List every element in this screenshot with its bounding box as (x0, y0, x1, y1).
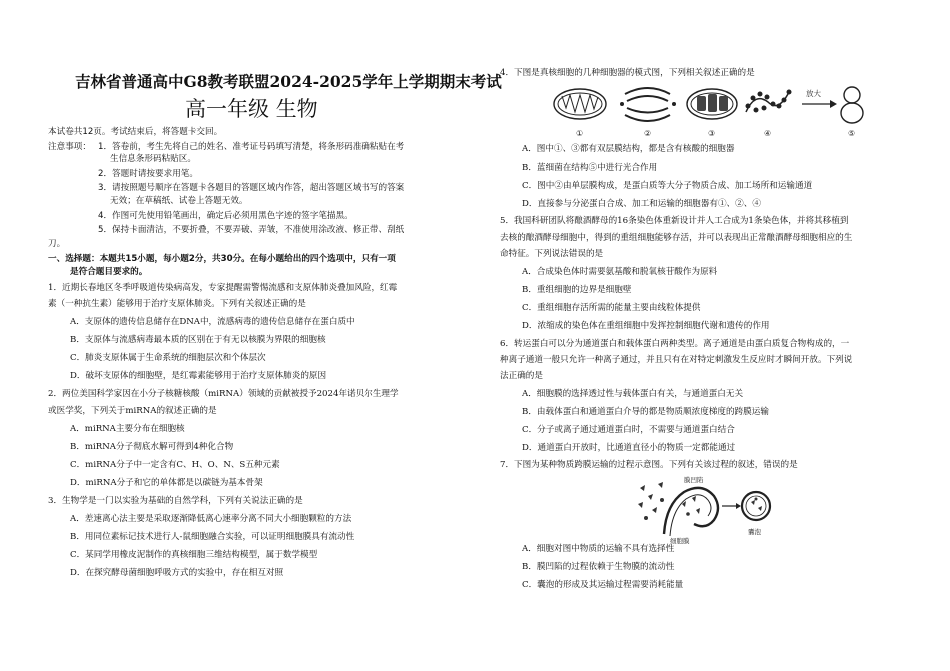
note-item: 刀。 (48, 239, 66, 249)
q4-option-b: B．蓝细菌在结构⑤中进行光合作用 (522, 163, 658, 173)
zoom-label: 放大 (806, 89, 821, 98)
q6-option-a: A．细胞膜的选择透过性与载体蛋白有关，与通道蛋白无关 (522, 389, 744, 399)
mitochondrion-icon (554, 89, 606, 119)
endocytosis-figure (634, 474, 774, 544)
q2-option-c: C．miRNA分子中一定含有C、H、O、N、S五种元素 (70, 460, 280, 470)
q5-stem-cont: 命特征。下列说法错误的是 (500, 249, 604, 259)
note-item: 2．答题时请按要求用笔。 (98, 169, 198, 179)
arrow-right-icon (722, 503, 741, 509)
q5-option-c: C．重组细胞存活所需的能量主要由线粒体提供 (522, 303, 701, 313)
q1-option-d: D．破坏支原体的细胞壁，是红霉素能够用于治疗支原体肺炎的原因 (70, 371, 327, 381)
note-item: 4．作图可先使用铅笔画出，确定后必须用黑色字迹的签字笔描黑。 (98, 211, 353, 221)
membrane-invagination-icon (664, 488, 718, 536)
q4-option-c: C．图中②由单层膜构成，是蛋白质等大分子物质合成、加工场所和运输通道 (522, 181, 813, 191)
q7-option-a: A．细胞对图中物质的运输不具有选择性 (522, 544, 675, 554)
q1-option-c: C．肺炎支原体属于生命系统的细胞层次和个体层次 (70, 353, 266, 363)
q2-stem-cont: 或医学奖，下列关于miRNA的叙述正确的是 (48, 406, 217, 416)
ribosome-icon (841, 87, 863, 123)
q3-option-a: A．差速离心法主要是采取逐渐降低离心速率分离不同大小细胞颗粒的方法 (70, 514, 352, 524)
label-1: ① (576, 129, 584, 138)
q1-option-b: B．支原体与流感病毒最本质的区别在于有无以核膜为界限的细胞核 (70, 335, 326, 345)
q3-option-d: D．在探究酵母菌细胞呼吸方式的实验中，存在相互对照 (70, 568, 284, 578)
q2-option-a: A．miRNA主要分布在细胞核 (70, 424, 185, 434)
particles-icon (638, 482, 664, 520)
chloroplast-icon (687, 89, 737, 119)
section-heading: 一、选择题：本题共15小题，每小题2分，共30分。在每小题给出的四个选项中，只有一项 (48, 254, 396, 264)
q5-stem-cont: 去核的酿酒酵母细胞中，得到的重组细胞能够存活，并可以表现出正常酿酒酵母细胞相应的生 (500, 233, 853, 243)
q6-stem-cont: 种离子通道一般只允许一种离子通过，并且只有在对特定刺激发生反应时才瞬间开放。下列说 (500, 355, 853, 365)
q3-option-c: C．某同学用橡皮泥制作的真核细胞三维结构模型，属于数学模型 (70, 550, 318, 560)
exam-title: 吉林省普通高中G8教考联盟2024-2025学年上学期期末考试 (75, 72, 502, 91)
q1-option-a: A．支原体的遗传信息储存在DNA中，流感病毒的遗传信息储存在蛋白质中 (70, 317, 355, 327)
q6-stem-cont: 法正确的是 (500, 371, 543, 381)
q4-option-a: A．图中①、③都有双层膜结构，都是含有核酸的细胞器 (522, 144, 735, 154)
q3-stem: 3．生物学是一门以实验为基础的自然学科，下列有关说法正确的是 (48, 496, 303, 506)
rough-er-icon (746, 90, 792, 113)
endoplasmic-reticulum-icon (620, 88, 676, 121)
exam-subtitle: 高一年级 生物 (185, 97, 318, 121)
note-item: 3．请按照题号顺序在答题卡各题目的答题区域内作答，超出答题区域书写的答案 (98, 183, 405, 193)
q2-option-d: D．miRNA分子和它的单体都是以碳链为基本骨架 (70, 478, 263, 488)
q7-option-b: B．膜凹陷的过程依赖于生物膜的流动性 (522, 562, 675, 572)
q2-stem: 2．两位美国科学家因在小分子核糖核酸（miRNA）领域的贡献被授予2024年诺贝尔生理学 (48, 389, 399, 399)
notes-label: 注意事项： (48, 142, 91, 152)
label-vesicle: 囊泡 (748, 528, 761, 536)
q5-stem: 5．我国科研团队将酿酒酵母的16条染色体重新设计并人工合成为1条染色体，并将其移植到 (500, 216, 849, 226)
label-3: ③ (708, 129, 716, 138)
intro-text: 本试卷共12页。考试结束后，将答题卡交回。 (48, 127, 223, 137)
magnify-arrow-icon (802, 100, 837, 108)
note-item: 1．答卷前，考生先将自己的姓名、准考证号码填写清楚，将条形码准确粘贴在考 (98, 142, 405, 152)
note-item: 5．保持卡面清洁，不要折叠，不要弄破、弄皱，不准使用涂改液、修正带、刮纸 (98, 225, 405, 235)
q5-option-d: D．浓缩成的染色体在重组细胞中发挥控制细胞代谢和遗传的作用 (522, 321, 770, 331)
section-heading-cont: 是符合题目要求的。 (70, 267, 148, 277)
label-2: ② (644, 129, 652, 138)
q5-option-b: B．重组细胞的边界是细胞壁 (522, 285, 632, 295)
label-4: ④ (764, 129, 772, 138)
q6-option-d: D．通道蛋白开放时，比通道直径小的物质一定都能通过 (522, 443, 736, 453)
label-5: ⑤ (848, 129, 856, 138)
q3-option-b: B．用同位素标记技术进行人-鼠细胞融合实验，可以证明细胞膜具有流动性 (70, 532, 355, 542)
q5-option-a: A．合成染色体时需要氨基酸和脱氧核苷酸作为原料 (522, 267, 718, 277)
q6-stem: 6．转运蛋白可以分为通道蛋白和载体蛋白两种类型。离子通道是由蛋白质复合物构成的，一 (500, 339, 850, 349)
q2-option-b: B．miRNA分子彻底水解可得到4种化合物 (70, 442, 234, 452)
label-inside: 膜凹陷 (684, 476, 704, 484)
note-item: 生信息条形码粘贴区。 (110, 154, 196, 164)
q4-option-d: D．直接参与分泌蛋白合成、加工和运输的细胞器有①、②、④ (522, 199, 761, 209)
q7-option-c: C．囊泡的形成及其运输过程需要消耗能量 (522, 580, 684, 590)
organelle-figure (550, 82, 880, 140)
note-item: 无效；在草稿纸、试卷上答题无效。 (110, 196, 248, 206)
q1-stem-cont: 素（一种抗生素）能够用于治疗支原体肺炎。下列有关叙述正确的是 (48, 299, 306, 309)
vesicle-icon (742, 492, 770, 520)
q4-stem: 4．下图是真核细胞的几种细胞器的模式图，下列相关叙述正确的是 (500, 68, 755, 78)
q7-stem: 7．下图为某种物质跨膜运输的过程示意图。下列有关该过程的叙述，错误的是 (500, 460, 798, 470)
q6-option-c: C．分子或离子通过通道蛋白时，不需要与通道蛋白结合 (522, 425, 735, 435)
q1-stem: 1．近期长春地区冬季呼吸道传染病高发，专家提醒需警惕流感和支原体肺炎叠加风险，红霉 (48, 283, 398, 293)
label-membrane: 细胞膜 (670, 537, 690, 544)
q6-option-b: B．由载体蛋白和通道蛋白介导的都是物质顺浓度梯度的跨膜运输 (522, 407, 769, 417)
